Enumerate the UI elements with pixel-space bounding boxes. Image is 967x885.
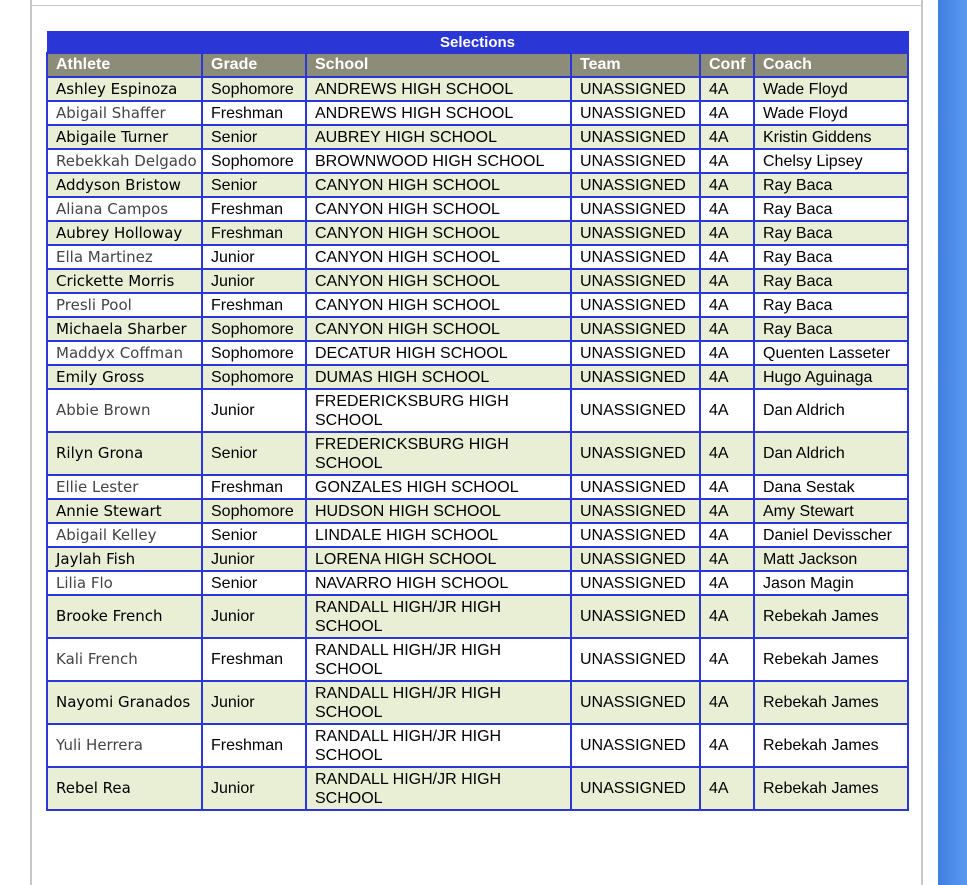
athlete-cell: Lilia Flo (47, 571, 202, 595)
school-cell: BROWNWOOD HIGH SCHOOL (306, 149, 571, 173)
table-caption: Selections (47, 32, 908, 54)
team-cell: UNASSIGNED (571, 197, 700, 221)
athlete-cell: Aubrey Holloway (47, 221, 202, 245)
grade-cell: Freshman (202, 638, 306, 681)
table-row (47, 125, 908, 149)
athlete-cell: Presli Pool (47, 293, 202, 317)
athlete-cell: Abbie Brown (47, 389, 202, 432)
athlete-cell: Brooke French (47, 595, 202, 638)
team-cell: UNASSIGNED (571, 101, 700, 125)
conf-cell: 4A (700, 432, 754, 475)
conf-cell: 4A (700, 523, 754, 547)
team-cell: UNASSIGNED (571, 173, 700, 197)
conf-cell: 4A (700, 638, 754, 681)
table-row (47, 767, 908, 810)
school-cell: GONZALES HIGH SCHOOL (306, 475, 571, 499)
school-cell: RANDALL HIGH/JR HIGH SCHOOL (306, 595, 571, 638)
team-cell: UNASSIGNED (571, 341, 700, 365)
conf-cell: 4A (700, 125, 754, 149)
coach-cell: Rebekah James (754, 595, 908, 638)
coach-cell: Ray Baca (754, 173, 908, 197)
table-row (47, 293, 908, 317)
grade-cell: Senior (202, 125, 306, 149)
table-row (47, 724, 908, 767)
athlete-cell: Emily Gross (47, 365, 202, 389)
athlete-cell: Crickette Morris (47, 269, 202, 293)
conf-cell: 4A (700, 317, 754, 341)
coach-cell: Ray Baca (754, 293, 908, 317)
table-row (47, 221, 908, 245)
conf-cell: 4A (700, 173, 754, 197)
table-row (47, 77, 908, 101)
table-row (47, 245, 908, 269)
coach-cell: Rebekah James (754, 681, 908, 724)
conf-cell: 4A (700, 499, 754, 523)
right-side-bar (938, 0, 967, 885)
table-body (47, 77, 908, 810)
table-row (47, 149, 908, 173)
team-cell: UNASSIGNED (571, 767, 700, 810)
grade-cell: Junior (202, 245, 306, 269)
team-cell: UNASSIGNED (571, 317, 700, 341)
athlete-cell: Ellie Lester (47, 475, 202, 499)
grade-cell: Sophomore (202, 499, 306, 523)
conf-cell: 4A (700, 571, 754, 595)
coach-cell: Wade Floyd (754, 101, 908, 125)
grade-cell: Sophomore (202, 149, 306, 173)
conf-cell: 4A (700, 389, 754, 432)
table-row (47, 173, 908, 197)
left-frame-line (30, 0, 32, 885)
team-cell: UNASSIGNED (571, 269, 700, 293)
athlete-cell: Annie Stewart (47, 499, 202, 523)
team-cell: UNASSIGNED (571, 724, 700, 767)
grade-cell: Freshman (202, 293, 306, 317)
table-row (47, 269, 908, 293)
table-row (47, 638, 908, 681)
athlete-cell: Yuli Herrera (47, 724, 202, 767)
grade-cell: Junior (202, 547, 306, 571)
school-cell: RANDALL HIGH/JR HIGH SCHOOL (306, 638, 571, 681)
school-cell: FREDERICKSBURG HIGH SCHOOL (306, 389, 571, 432)
athlete-cell: Maddyx Coffman (47, 341, 202, 365)
team-cell: UNASSIGNED (571, 499, 700, 523)
right-frame-line (921, 0, 923, 885)
team-cell: UNASSIGNED (571, 245, 700, 269)
conf-cell: 4A (700, 547, 754, 571)
table-row (47, 571, 908, 595)
coach-cell: Matt Jackson (754, 547, 908, 571)
coach-cell: Ray Baca (754, 221, 908, 245)
coach-cell: Jason Magin (754, 571, 908, 595)
column-header-conf: Conf (700, 53, 754, 77)
athlete-cell: Ashley Espinoza (47, 77, 202, 101)
coach-cell: Dan Aldrich (754, 389, 908, 432)
coach-cell: Rebekah James (754, 767, 908, 810)
conf-cell: 4A (700, 245, 754, 269)
coach-cell: Ray Baca (754, 317, 908, 341)
table-row (47, 499, 908, 523)
grade-cell: Sophomore (202, 317, 306, 341)
coach-cell: Chelsy Lipsey (754, 149, 908, 173)
school-cell: CANYON HIGH SCHOOL (306, 221, 571, 245)
conf-cell: 4A (700, 221, 754, 245)
grade-cell: Sophomore (202, 365, 306, 389)
athlete-cell: Ella Martinez (47, 245, 202, 269)
team-cell: UNASSIGNED (571, 149, 700, 173)
grade-cell: Senior (202, 173, 306, 197)
athlete-cell: Aliana Campos (47, 197, 202, 221)
athlete-cell: Jaylah Fish (47, 547, 202, 571)
header-row (47, 53, 908, 77)
table-row (47, 317, 908, 341)
grade-cell: Sophomore (202, 341, 306, 365)
table-row (47, 101, 908, 125)
column-header-school: School (306, 53, 571, 77)
school-cell: RANDALL HIGH/JR HIGH SCHOOL (306, 681, 571, 724)
athlete-cell: Kali French (47, 638, 202, 681)
grade-cell: Junior (202, 767, 306, 810)
conf-cell: 4A (700, 365, 754, 389)
coach-cell: Rebekah James (754, 724, 908, 767)
team-cell: UNASSIGNED (571, 638, 700, 681)
grade-cell: Junior (202, 681, 306, 724)
conf-cell: 4A (700, 269, 754, 293)
table-row (47, 432, 908, 475)
athlete-cell: Addyson Bristow (47, 173, 202, 197)
team-cell: UNASSIGNED (571, 293, 700, 317)
coach-cell: Kristin Giddens (754, 125, 908, 149)
coach-cell: Amy Stewart (754, 499, 908, 523)
conf-cell: 4A (700, 475, 754, 499)
coach-cell: Rebekah James (754, 638, 908, 681)
grade-cell: Senior (202, 523, 306, 547)
grade-cell: Freshman (202, 101, 306, 125)
team-cell: UNASSIGNED (571, 432, 700, 475)
team-cell: UNASSIGNED (571, 523, 700, 547)
table-row (47, 341, 908, 365)
school-cell: FREDERICKSBURG HIGH SCHOOL (306, 432, 571, 475)
table-row (47, 595, 908, 638)
table-row (47, 547, 908, 571)
team-cell: UNASSIGNED (571, 125, 700, 149)
coach-cell: Ray Baca (754, 197, 908, 221)
table-row (47, 681, 908, 724)
conf-cell: 4A (700, 77, 754, 101)
school-cell: LORENA HIGH SCHOOL (306, 547, 571, 571)
coach-cell: Ray Baca (754, 245, 908, 269)
coach-cell: Hugo Aguinaga (754, 365, 908, 389)
coach-cell: Ray Baca (754, 269, 908, 293)
school-cell: CANYON HIGH SCHOOL (306, 269, 571, 293)
grade-cell: Freshman (202, 475, 306, 499)
column-header-team: Team (571, 53, 700, 77)
school-cell: DUMAS HIGH SCHOOL (306, 365, 571, 389)
athlete-cell: Abigaile Turner (47, 125, 202, 149)
conf-cell: 4A (700, 681, 754, 724)
team-cell: UNASSIGNED (571, 595, 700, 638)
athlete-cell: Abigail Kelley (47, 523, 202, 547)
school-cell: CANYON HIGH SCHOOL (306, 197, 571, 221)
team-cell: UNASSIGNED (571, 571, 700, 595)
athlete-cell: Rebel Rea (47, 767, 202, 810)
column-header-coach: Coach (754, 53, 908, 77)
grade-cell: Sophomore (202, 77, 306, 101)
school-cell: ANDREWS HIGH SCHOOL (306, 77, 571, 101)
conf-cell: 4A (700, 724, 754, 767)
team-cell: UNASSIGNED (571, 475, 700, 499)
school-cell: LINDALE HIGH SCHOOL (306, 523, 571, 547)
grade-cell: Junior (202, 269, 306, 293)
coach-cell: Wade Floyd (754, 77, 908, 101)
team-cell: UNASSIGNED (571, 547, 700, 571)
athlete-cell: Nayomi Granados (47, 681, 202, 724)
conf-cell: 4A (700, 197, 754, 221)
grade-cell: Junior (202, 389, 306, 432)
grade-cell: Senior (202, 571, 306, 595)
coach-cell: Dana Sestak (754, 475, 908, 499)
school-cell: DECATUR HIGH SCHOOL (306, 341, 571, 365)
grade-cell: Junior (202, 595, 306, 638)
coach-cell: Quenten Lasseter (754, 341, 908, 365)
column-header-athlete: Athlete (47, 53, 202, 77)
conf-cell: 4A (700, 293, 754, 317)
team-cell: UNASSIGNED (571, 77, 700, 101)
table-row (47, 475, 908, 499)
conf-cell: 4A (700, 101, 754, 125)
conf-cell: 4A (700, 595, 754, 638)
school-cell: CANYON HIGH SCHOOL (306, 245, 571, 269)
school-cell: ANDREWS HIGH SCHOOL (306, 101, 571, 125)
table-row (47, 365, 908, 389)
school-cell: NAVARRO HIGH SCHOOL (306, 571, 571, 595)
athlete-cell: Rebekkah Delgado (47, 149, 202, 173)
top-frame-line (30, 0, 923, 6)
selections-table (46, 31, 909, 811)
school-cell: RANDALL HIGH/JR HIGH SCHOOL (306, 724, 571, 767)
school-cell: CANYON HIGH SCHOOL (306, 317, 571, 341)
conf-cell: 4A (700, 341, 754, 365)
grade-cell: Freshman (202, 221, 306, 245)
team-cell: UNASSIGNED (571, 681, 700, 724)
team-cell: UNASSIGNED (571, 389, 700, 432)
coach-cell: Daniel Devisscher (754, 523, 908, 547)
grade-cell: Freshman (202, 197, 306, 221)
conf-cell: 4A (700, 767, 754, 810)
table-row (47, 523, 908, 547)
conf-cell: 4A (700, 149, 754, 173)
school-cell: CANYON HIGH SCHOOL (306, 173, 571, 197)
coach-cell: Dan Aldrich (754, 432, 908, 475)
team-cell: UNASSIGNED (571, 221, 700, 245)
school-cell: RANDALL HIGH/JR HIGH SCHOOL (306, 767, 571, 810)
team-cell: UNASSIGNED (571, 365, 700, 389)
table-row (47, 197, 908, 221)
athlete-cell: Michaela Sharber (47, 317, 202, 341)
athlete-cell: Abigail Shaffer (47, 101, 202, 125)
school-cell: HUDSON HIGH SCHOOL (306, 499, 571, 523)
grade-cell: Senior (202, 432, 306, 475)
grade-cell: Freshman (202, 724, 306, 767)
athlete-cell: Rilyn Grona (47, 432, 202, 475)
table-row (47, 389, 908, 432)
caption-row (47, 32, 908, 54)
school-cell: CANYON HIGH SCHOOL (306, 293, 571, 317)
column-header-grade: Grade (202, 53, 306, 77)
school-cell: AUBREY HIGH SCHOOL (306, 125, 571, 149)
